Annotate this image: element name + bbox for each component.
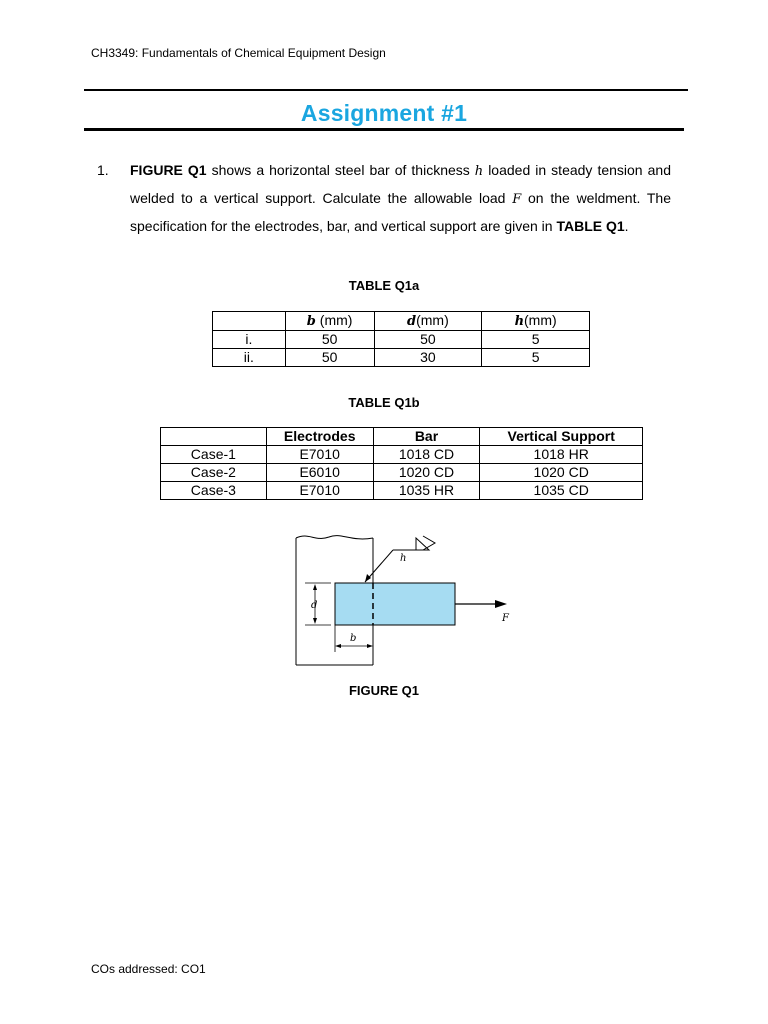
table-row: Case-2 E6010 1020 CD 1020 CD	[161, 464, 643, 482]
header-cell: Bar	[373, 428, 480, 446]
table-header-row	[161, 428, 643, 446]
table-a-caption: TABLE Q1a	[348, 278, 420, 293]
label-d: d	[311, 600, 318, 611]
figure-caption: FIGURE Q1	[348, 683, 420, 698]
table-b-caption: TABLE Q1b	[348, 395, 420, 410]
figure-reference: FIGURE Q1	[130, 162, 207, 178]
label-b: b	[350, 633, 357, 644]
label-F: F	[502, 613, 509, 624]
top-rule	[84, 89, 688, 91]
var-h: h	[474, 164, 484, 179]
steel-bar	[335, 583, 455, 625]
header-cell: b (mm)	[285, 312, 374, 331]
table-row: ii. 50 30 5	[213, 349, 590, 367]
weld-symbol	[416, 536, 435, 550]
label-h: h	[400, 553, 407, 564]
support-break-line	[296, 536, 373, 539]
table-row: Case-1 E7010 1018 CD 1018 HR	[161, 446, 643, 464]
header-cell: h(mm)	[482, 312, 590, 331]
question-text: FIGURE Q1 shows a horizontal steel bar of thickness h loaded in steady tension and welded to a vertical support. Calculate the allowable load F on the weldment. The specification for the electrodes, bar, and vertical support are given in TABLE Q1.	[130, 162, 671, 234]
table-q1b	[160, 427, 643, 500]
table-row: Case-3 E7010 1035 HR 1035 CD	[161, 482, 643, 500]
table-row: i. 50 50 5	[213, 331, 590, 349]
var-F: F	[512, 192, 522, 207]
force-arrowhead	[495, 600, 507, 608]
course-header: CH3349: Fundamentals of Chemical Equipment Design	[91, 46, 386, 60]
title-rule	[84, 128, 684, 131]
cos-footer: COs addressed: CO1	[91, 962, 206, 976]
page-title: Assignment #1	[300, 100, 468, 126]
table-q1a	[212, 311, 590, 367]
header-cell: Electrodes	[266, 428, 373, 446]
weldment-figure	[285, 530, 525, 670]
header-cell: Vertical Support	[480, 428, 643, 446]
header-cell: d(mm)	[374, 312, 482, 331]
table-reference: TABLE Q1	[556, 218, 625, 234]
table-header-row	[213, 312, 590, 331]
question-number: 1.	[97, 162, 109, 178]
